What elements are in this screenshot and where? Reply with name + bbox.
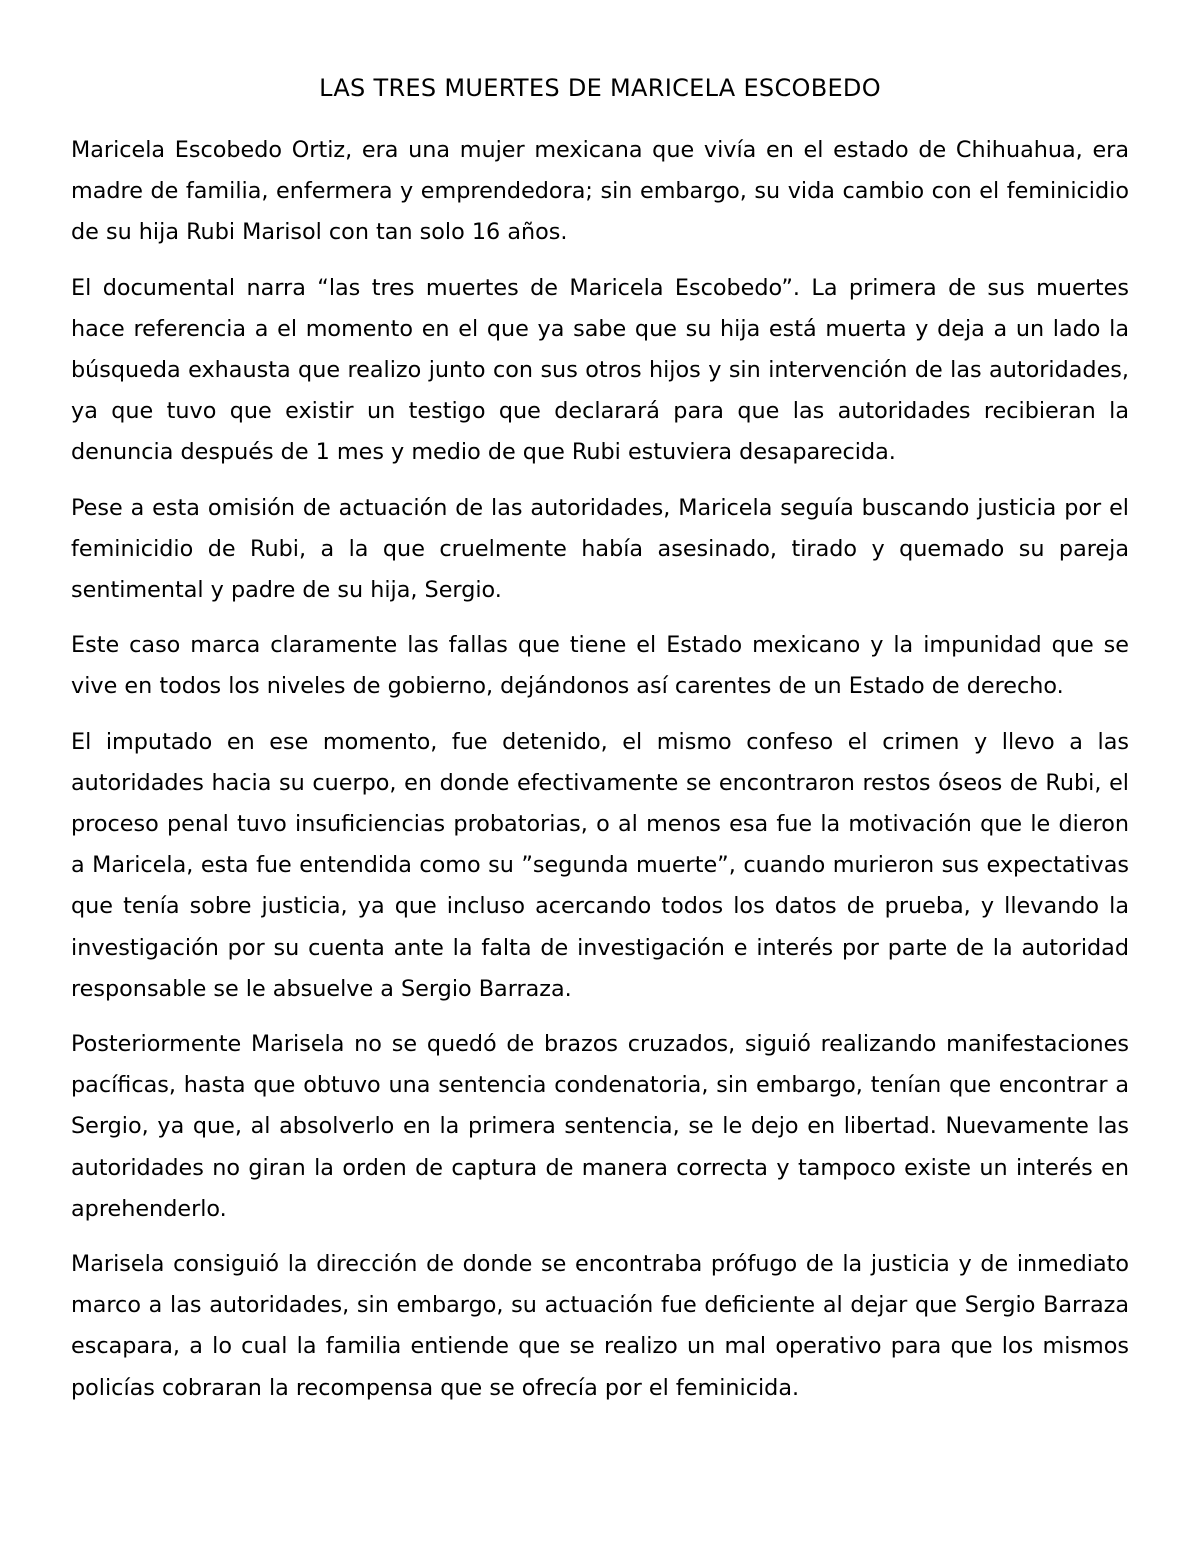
paragraph: El imputado en ese momento, fue detenido, el mismo confeso el crimen y llevo a las autoridades hacia su cuerpo, en donde efectivamente se encontraron restos óseos de Rubi, el proceso penal tuvo insuficiencias probatorias, o al menos esa fue la motivación que le dieron a Maricela, esta fue entendida como su ”segunda muerte”, cuando murieron sus expectativas que tenía sobre justicia, ya que incluso acercando todos los datos de prueba, y llevando la investigación por su cuenta ante la falta de investigación e interés por parte de la autoridad responsable se le absuelve a Sergio Barraza. xyxy=(71,728,1129,1002)
paragraph: Marisela consiguió la dirección de donde se encontraba prófugo de la justicia y de inmediato marco a las autoridades, sin embargo, su actuación fue deficiente al dejar que Sergio Barraza escapara, a lo cual la familia entiende que se realizo un mal operativo para que los mismos policías cobraran la recompensa que se ofrecía por el feminicida. xyxy=(71,1251,1129,1401)
paragraph: El documental narra “las tres muertes de Maricela Escobedo”. La primera de sus muertes hace referencia a el momento en el que ya sabe que su hija está muerta y deja a un lado la búsqueda exhausta que realizo junto con sus otros hijos y sin intervención de las autoridades, ya que tuvo que existir un testigo que declarará para que las autoridades recibieran la denuncia después de 1 mes y medio de que Rubi estuviera desaparecida. xyxy=(71,274,1129,466)
paragraph: Pese a esta omisión de actuación de las autoridades, Maricela seguía buscando justicia por el feminicidio de Rubi, a la que cruelmente había asesinado, tirado y quemado su pareja sentimental y padre de su hija, Sergio. xyxy=(71,494,1129,604)
paragraph: Posteriormente Marisela no se quedó de brazos cruzados, siguió realizando manifestaciones pacíficas, hasta que obtuvo una sentencia condenatoria, sin embargo, tenían que encontrar a Sergio, ya que, al absolverlo en la primera sentencia, se le dejo en libertad. Nuevamente las autoridades no giran la orden de captura de manera correcta y tampoco existe un interés en aprehenderlo. xyxy=(71,1031,1129,1222)
paragraph: Maricela Escobedo Ortiz, era una mujer mexicana que vivía en el estado de Chihuahua, era madre de familia, enfermera y emprendedora; sin embargo, su vida cambio con el feminicidio de su hija Rubi Marisol con tan solo 16 años. xyxy=(71,137,1129,246)
document-title: LAS TRES MUERTES DE MARICELA ESCOBEDO xyxy=(319,74,881,102)
paragraph: Este caso marca claramente las fallas que tiene el Estado mexicano y la impunidad que se vive en todos los niveles de gobierno, dejándonos así carentes de un Estado de derecho. xyxy=(71,632,1129,700)
document-body xyxy=(71,130,1129,1409)
